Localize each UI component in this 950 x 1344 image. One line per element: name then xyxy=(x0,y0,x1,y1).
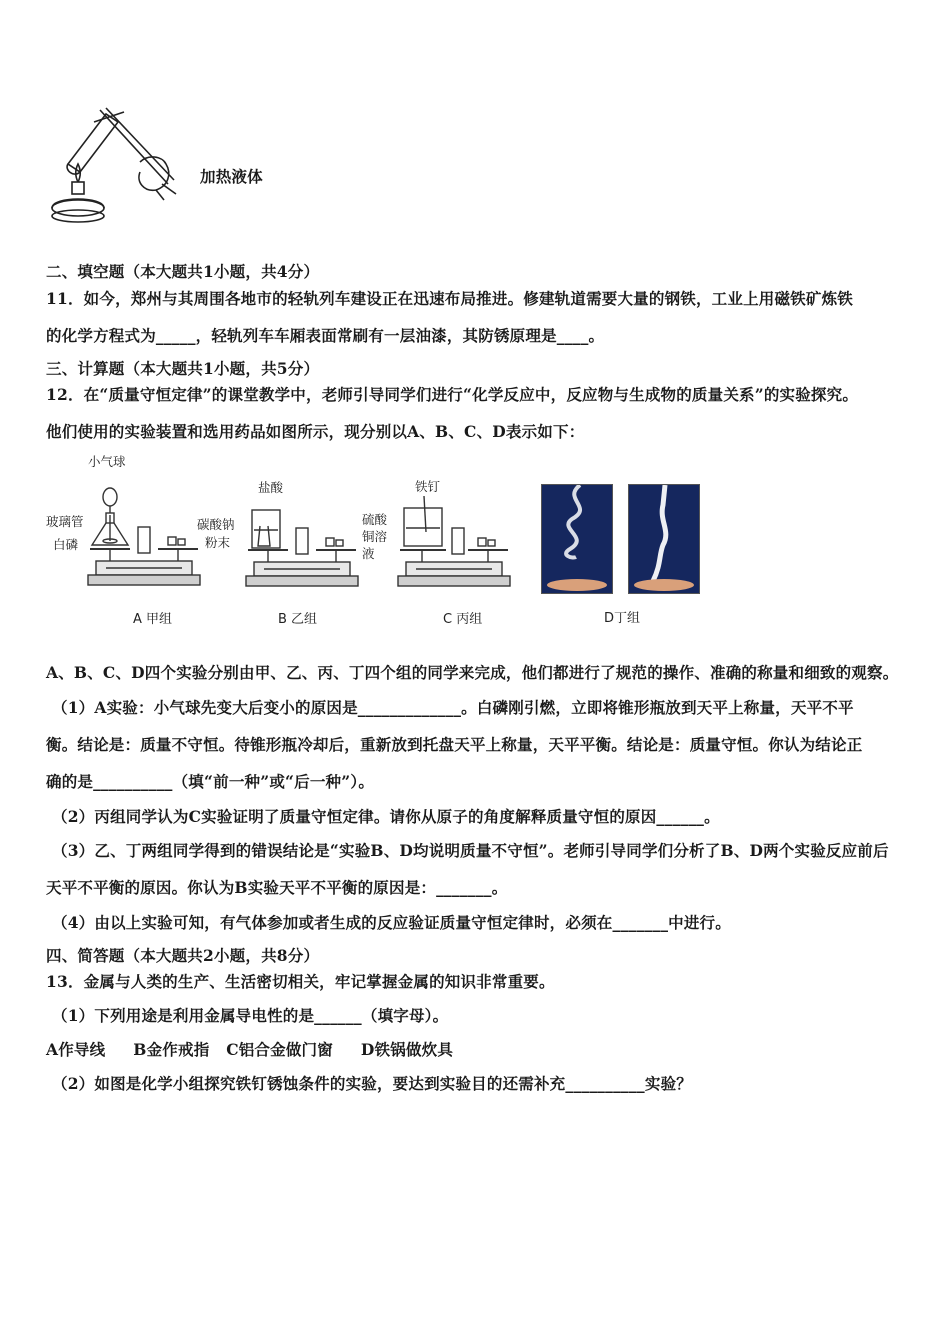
label-copper-sulfate-3: 液 xyxy=(362,546,375,561)
question-13-part-2: （2）如图是化学小组探究铁钉锈蚀条件的实验，要达到实验目的还需补充__________实验？ xyxy=(52,1074,692,1093)
question-12-line-1: 12．在“质量守恒定律”的课堂教学中，老师引导同学们进行“化学反应中，反应物与生成物的质量关系”的实验探究。 xyxy=(46,385,859,404)
question-12-part-1-line-3: 确的是__________（填“前一种”或“后一种”）。 xyxy=(46,772,375,791)
question-13: 13．金属与人类的生产、生活密切相关，牢记掌握金属的知识非常重要。 xyxy=(46,972,555,991)
experiment-d-photo-after xyxy=(628,484,700,594)
section-heading-calculation: 三、计算题（本大题共1小题，共5分） xyxy=(46,359,320,378)
label-hydrochloric-acid: 盐酸 xyxy=(258,480,284,495)
caption-d-group: D丁组 xyxy=(604,611,641,626)
section-heading-fill-blank: 二、填空题（本大题共1小题，共4分） xyxy=(46,262,320,281)
question-12-paragraph: A、B、C、D四个实验分别由甲、乙、丙、丁四个组的同学来完成，他们都进行了规范的操作、准确的称量和细致的观察。 xyxy=(46,663,899,682)
question-11-line-1: 11．如今，郑州与其周围各地市的轻轨列车建设正在迅速布局推进。修建轨道需要大量的钢铁，工业上用磁铁矿炼铁 xyxy=(46,289,853,308)
label-glass-tube: 玻璃管 xyxy=(46,514,84,529)
question-12-part-2: （2）丙组同学认为C实验证明了质量守恒定律。请你从原子的角度解释质量守恒的原因______。 xyxy=(52,807,720,826)
label-copper-sulfate-1: 硫酸 xyxy=(362,512,388,527)
label-small-balloon: 小气球 xyxy=(88,454,126,469)
caption-a-group: A 甲组 xyxy=(133,612,173,627)
heating-liquid-illustration xyxy=(44,104,194,226)
question-11-line-2: 的化学方程式为_____，轻轨列车车厢表面常刷有一层油漆，其防锈原理是____。 xyxy=(46,326,605,345)
question-12-part-1-line-2: 衡。结论是：质量不守恒。待锥形瓶冷却后，重新放到托盘天平上称量，天平平衡。结论是：质量守恒。你认为结论正 xyxy=(46,735,863,754)
question-12-part-1-line-1: （1）A实验：小气球先变大后变小的原因是_____________。白磷刚引燃，立即将锥形瓶放到天平上称量，天平不平 xyxy=(52,698,854,717)
caption-b-group: B 乙组 xyxy=(278,612,318,627)
label-iron-nail: 铁钉 xyxy=(415,479,441,494)
question-13-part-1: （1）下列用途是利用金属导电性的是______（填字母）。 xyxy=(52,1006,449,1025)
question-12-part-3-line-1: （3）乙、丁两组同学得到的错误结论是“实验B、D均说明质量不守恒”。老师引导同学们分析了B、D两个实验反应前后 xyxy=(52,841,889,860)
question-12-part-3-line-2: 天平不平衡的原因。你认为B实验天平不平衡的原因是：_______。 xyxy=(46,878,508,897)
experiment-c-apparatus xyxy=(396,490,520,600)
experiment-b-apparatus xyxy=(244,490,368,600)
caption-c-group: C 丙组 xyxy=(443,612,483,627)
question-12-part-4: （4）由以上实验可知，有气体参加或者生成的反应验证质量守恒定律时，必须在_______中进行。 xyxy=(52,913,731,932)
label-powder: 粉末 xyxy=(205,535,231,550)
question-13-options: A作导线 B金作戒指 C铝合金做门窗 D铁锅做炊具 xyxy=(46,1040,454,1059)
label-copper-sulfate-2: 铜溶 xyxy=(362,529,388,544)
experiment-a-apparatus xyxy=(86,465,210,600)
label-sodium-carbonate: 碳酸钠 xyxy=(197,517,235,532)
heating-liquid-label: 加热液体 xyxy=(200,167,263,186)
question-12-line-2: 他们使用的实验装置和选用药品如图所示，现分别以A、B、C、D表示如下： xyxy=(46,422,585,441)
experiment-d-photo-before xyxy=(541,484,613,594)
section-heading-short-answer: 四、简答题（本大题共2小题，共8分） xyxy=(46,946,320,965)
label-white-phosphorus: 白磷 xyxy=(53,537,79,552)
